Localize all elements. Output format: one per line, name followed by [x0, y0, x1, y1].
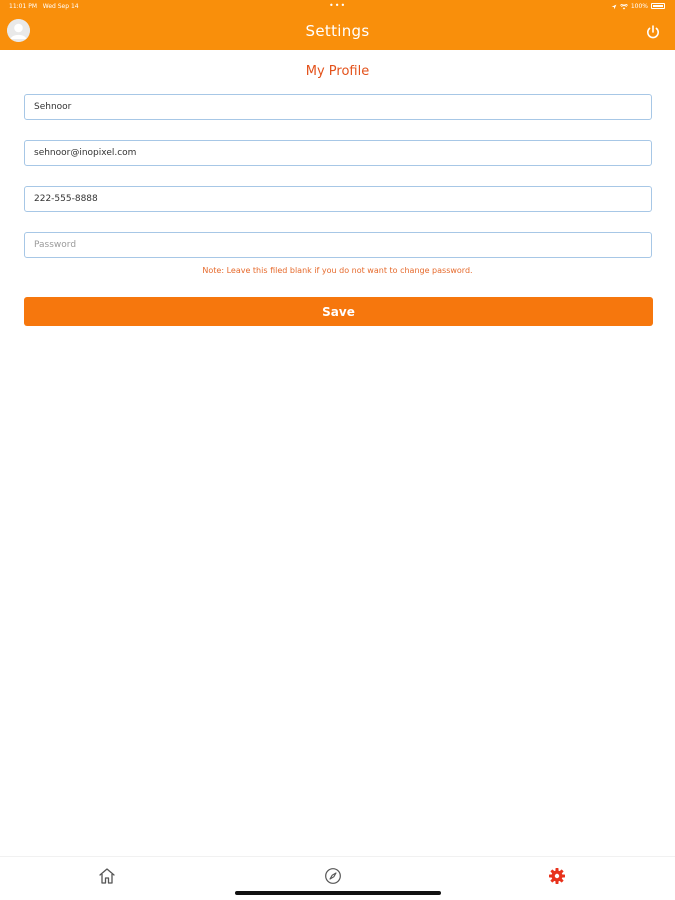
tab-explore[interactable]	[322, 865, 344, 887]
status-date-text: Wed Sep 14	[42, 3, 79, 10]
status-time-text: 11:01 PM	[9, 3, 37, 10]
section-title: My Profile	[305, 64, 370, 79]
tab-settings[interactable]	[546, 865, 568, 887]
home-indicator[interactable]	[235, 891, 441, 895]
password-field[interactable]	[24, 232, 652, 258]
battery-percent: 100%	[630, 3, 648, 10]
phone-field[interactable]	[24, 186, 652, 212]
password-note: Note: Leave this filed blank if you do not want to change password.	[202, 266, 473, 275]
email-field[interactable]	[24, 140, 652, 166]
app-header	[0, 0, 675, 50]
location-icon	[611, 4, 617, 10]
battery-icon	[651, 3, 665, 9]
save-button[interactable]: Save	[24, 297, 653, 326]
page-title: Settings	[305, 22, 370, 40]
home-icon	[97, 866, 117, 886]
power-icon[interactable]	[645, 24, 661, 40]
name-field[interactable]	[24, 94, 652, 120]
status-bar	[0, 0, 675, 14]
gear-icon	[548, 867, 566, 885]
status-indicators	[611, 3, 665, 10]
status-time	[9, 3, 79, 10]
multitasking-dots[interactable]: •••	[329, 1, 347, 10]
tab-home[interactable]	[96, 865, 118, 887]
compass-icon	[324, 867, 342, 885]
wifi-icon	[620, 4, 628, 10]
